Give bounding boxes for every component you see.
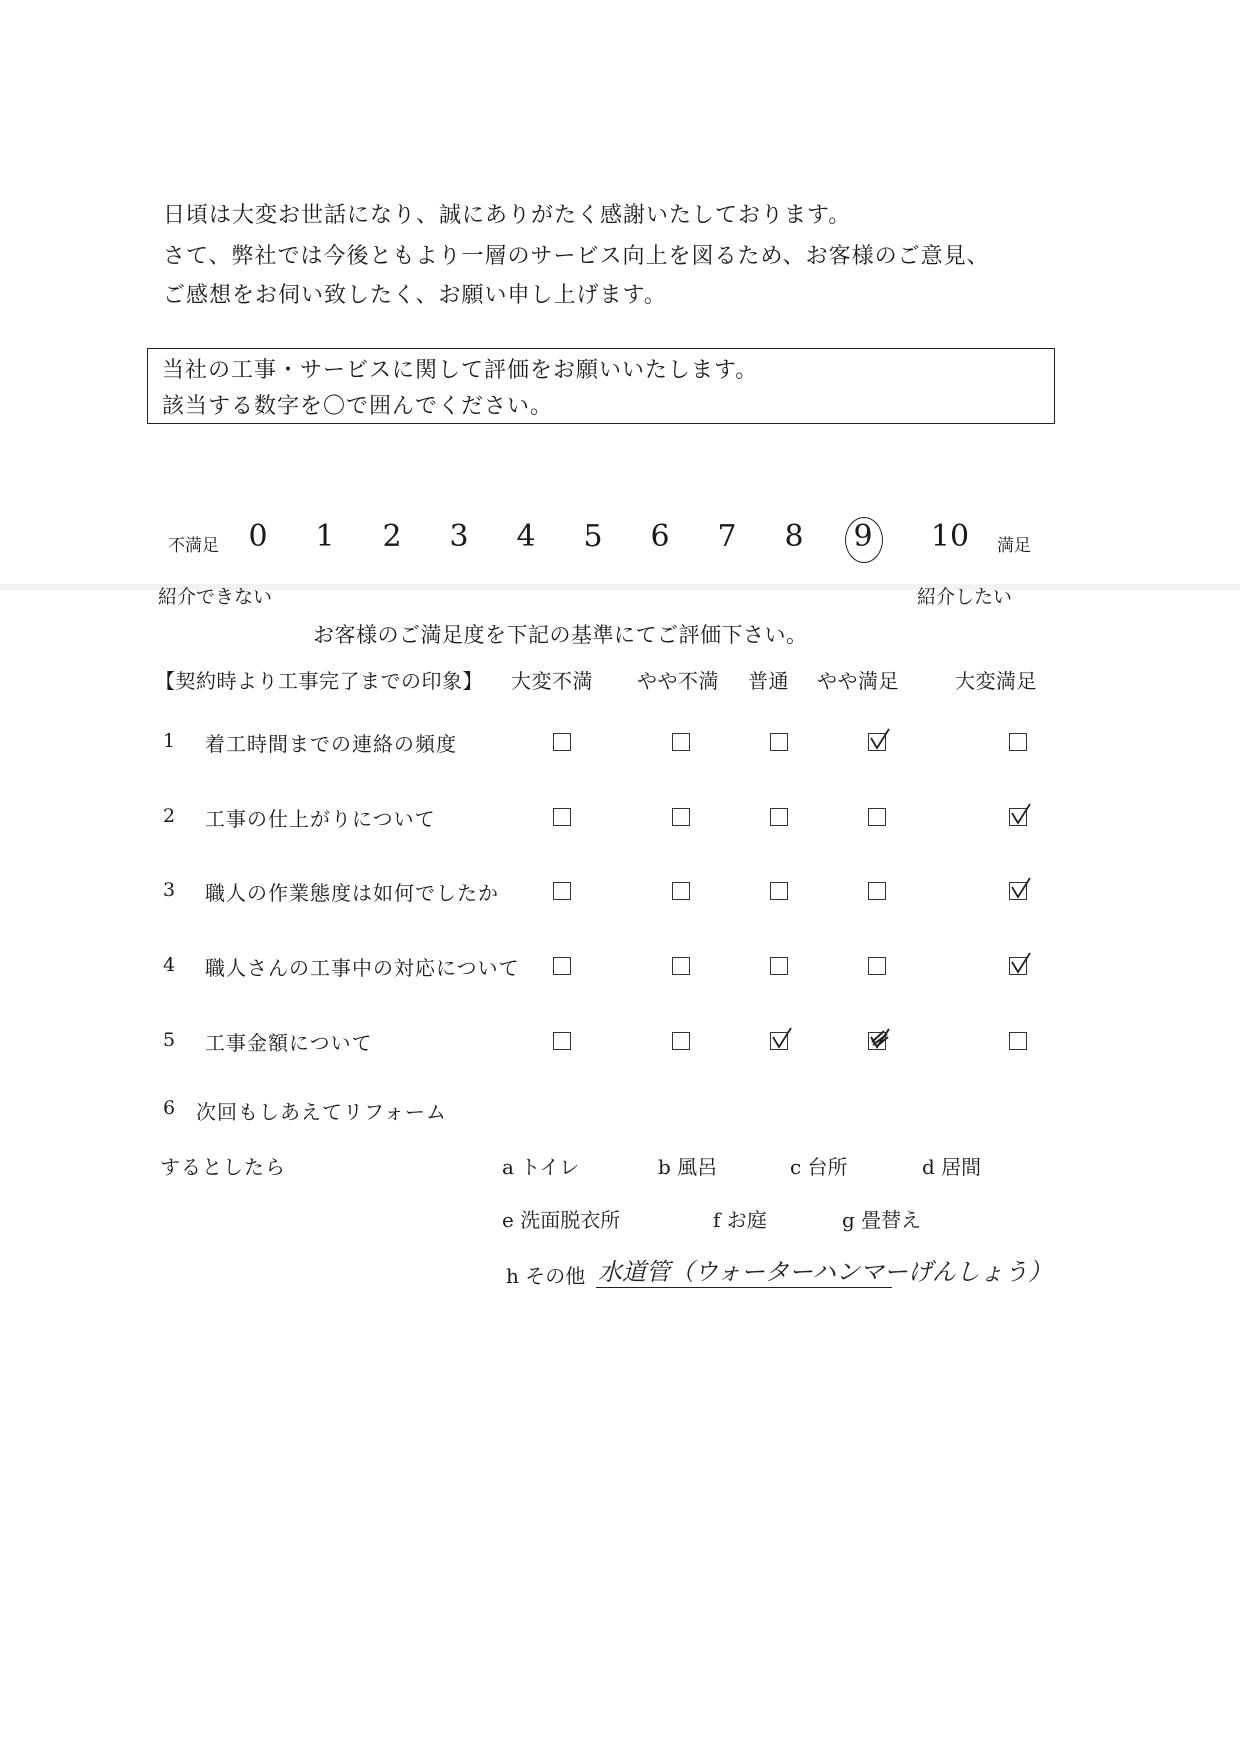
question-1-checkbox-2[interactable] bbox=[672, 733, 690, 751]
scale-number-7[interactable]: 7 bbox=[717, 519, 737, 554]
question-1-text: 着工時間までの連絡の頻度 bbox=[205, 732, 457, 756]
intro-line-2: さて、弊社では今後ともより一層のサービス向上を図るため、お客様のご意見、 bbox=[163, 244, 990, 269]
question-2-checkbox-1[interactable] bbox=[553, 808, 571, 826]
scale-sub-left: 紹介できない bbox=[158, 586, 273, 608]
section-label: 【契約時より工事完了までの印象】 bbox=[155, 669, 483, 693]
question-4-checkbox-1[interactable] bbox=[553, 957, 571, 975]
option-other-underline bbox=[596, 1287, 892, 1288]
question-2-number: 2 bbox=[163, 805, 176, 827]
question-5-number: 5 bbox=[163, 1029, 176, 1051]
intro-line-3: ご感想をお伺い致したく、お願い申し上げます。 bbox=[163, 283, 667, 308]
question-4-number: 4 bbox=[163, 954, 176, 976]
question-1-number: 1 bbox=[163, 730, 176, 752]
question-3-checkbox-1[interactable] bbox=[553, 882, 571, 900]
question-2-checkbox-4[interactable] bbox=[868, 808, 886, 826]
option-kitchen[interactable]: c 台所 bbox=[790, 1155, 848, 1179]
check-mark-icon bbox=[1009, 950, 1031, 974]
question-5-checkbox-3[interactable] bbox=[770, 1032, 788, 1050]
question-3-checkbox-2[interactable] bbox=[672, 882, 690, 900]
column-header-very-dissatisfied: 大変不満 bbox=[511, 669, 593, 693]
column-header-very-satisfied: 大変満足 bbox=[955, 669, 1037, 693]
check-mark-icon bbox=[1009, 801, 1031, 825]
question-4-checkbox-2[interactable] bbox=[672, 957, 690, 975]
option-other-handwritten-answer[interactable]: 水道管（ウォーターハンマーげんしょう） bbox=[598, 1258, 1052, 1286]
instruction-line-1: 当社の工事・サービスに関して評価をお願いいたします。 bbox=[162, 358, 759, 383]
option-toilet[interactable]: a トイレ bbox=[502, 1155, 580, 1179]
question-5-text: 工事金額について bbox=[205, 1031, 373, 1055]
option-living-room[interactable]: d 居間 bbox=[922, 1155, 982, 1179]
question-3-text: 職人の作業態度は如何でしたか bbox=[205, 881, 499, 905]
scale-number-2[interactable]: 2 bbox=[382, 519, 402, 554]
check-mark-icon bbox=[770, 1025, 792, 1049]
instruction-line-2: 該当する数字を〇で囲んでください。 bbox=[162, 394, 554, 419]
question-1-checkbox-3[interactable] bbox=[770, 733, 788, 751]
scale-number-3[interactable]: 3 bbox=[449, 519, 469, 554]
question-1-checkbox-4[interactable] bbox=[868, 733, 886, 751]
question-4-checkbox-4[interactable] bbox=[868, 957, 886, 975]
question-5-checkbox-4[interactable] bbox=[868, 1032, 886, 1050]
question-2-checkbox-3[interactable] bbox=[770, 808, 788, 826]
scale-number-10[interactable]: 10 bbox=[930, 519, 970, 554]
question-6-text-line-1: 次回もしあえてリフォーム bbox=[196, 1100, 447, 1124]
question-5-checkbox-5[interactable] bbox=[1009, 1032, 1027, 1050]
scale-number-6[interactable]: 6 bbox=[650, 519, 670, 554]
instruction-box bbox=[147, 348, 1055, 424]
question-2-checkbox-2[interactable] bbox=[672, 808, 690, 826]
question-3-checkbox-3[interactable] bbox=[770, 882, 788, 900]
question-6-text-line-2: するとしたら bbox=[160, 1155, 286, 1179]
rating-title: お客様のご満足度を下記の基準にてご評価下さい。 bbox=[313, 623, 808, 647]
column-header-neutral: 普通 bbox=[748, 669, 789, 693]
question-3-checkbox-5[interactable] bbox=[1009, 882, 1027, 900]
option-garden[interactable]: f お庭 bbox=[713, 1208, 767, 1232]
scale-number-1[interactable]: 1 bbox=[315, 519, 335, 554]
scribble-mark-icon bbox=[868, 1025, 890, 1049]
option-washroom[interactable]: e 洗面脱衣所 bbox=[502, 1208, 621, 1232]
check-mark-icon bbox=[868, 726, 890, 750]
scale-right-label: 満足 bbox=[997, 536, 1031, 556]
question-4-checkbox-5[interactable] bbox=[1009, 957, 1027, 975]
question-4-text: 職人さんの工事中の対応について bbox=[205, 956, 520, 980]
question-1-checkbox-5[interactable] bbox=[1009, 733, 1027, 751]
scale-number-5[interactable]: 5 bbox=[583, 519, 603, 554]
question-5-checkbox-2[interactable] bbox=[672, 1032, 690, 1050]
question-3-number: 3 bbox=[163, 879, 176, 901]
question-1-checkbox-1[interactable] bbox=[553, 733, 571, 751]
scale-left-label: 不満足 bbox=[168, 536, 219, 556]
column-header-somewhat-dissatisfied: やや不満 bbox=[637, 669, 719, 693]
question-2-checkbox-5[interactable] bbox=[1009, 808, 1027, 826]
question-3-checkbox-4[interactable] bbox=[868, 882, 886, 900]
scale-number-4[interactable]: 4 bbox=[516, 519, 536, 554]
selected-score-circle bbox=[845, 517, 883, 563]
scale-sub-right: 紹介したい bbox=[917, 586, 1013, 608]
question-2-text: 工事の仕上がりについて bbox=[205, 807, 436, 831]
column-header-somewhat-satisfied: やや満足 bbox=[817, 669, 899, 693]
question-6-number: 6 bbox=[163, 1097, 176, 1119]
option-other-label: h その他 bbox=[506, 1264, 586, 1288]
scale-number-9[interactable]: 9 bbox=[853, 519, 873, 554]
intro-line-1: 日頃は大変お世話になり、誠にありがたく感謝いたしております。 bbox=[163, 203, 852, 228]
scale-number-8[interactable]: 8 bbox=[784, 519, 804, 554]
question-5-checkbox-1[interactable] bbox=[553, 1032, 571, 1050]
question-4-checkbox-3[interactable] bbox=[770, 957, 788, 975]
option-bath[interactable]: b 風呂 bbox=[658, 1155, 718, 1179]
check-mark-icon bbox=[1009, 875, 1031, 899]
option-tatami[interactable]: g 畳替え bbox=[842, 1208, 922, 1232]
scale-number-0[interactable]: 0 bbox=[248, 519, 268, 554]
